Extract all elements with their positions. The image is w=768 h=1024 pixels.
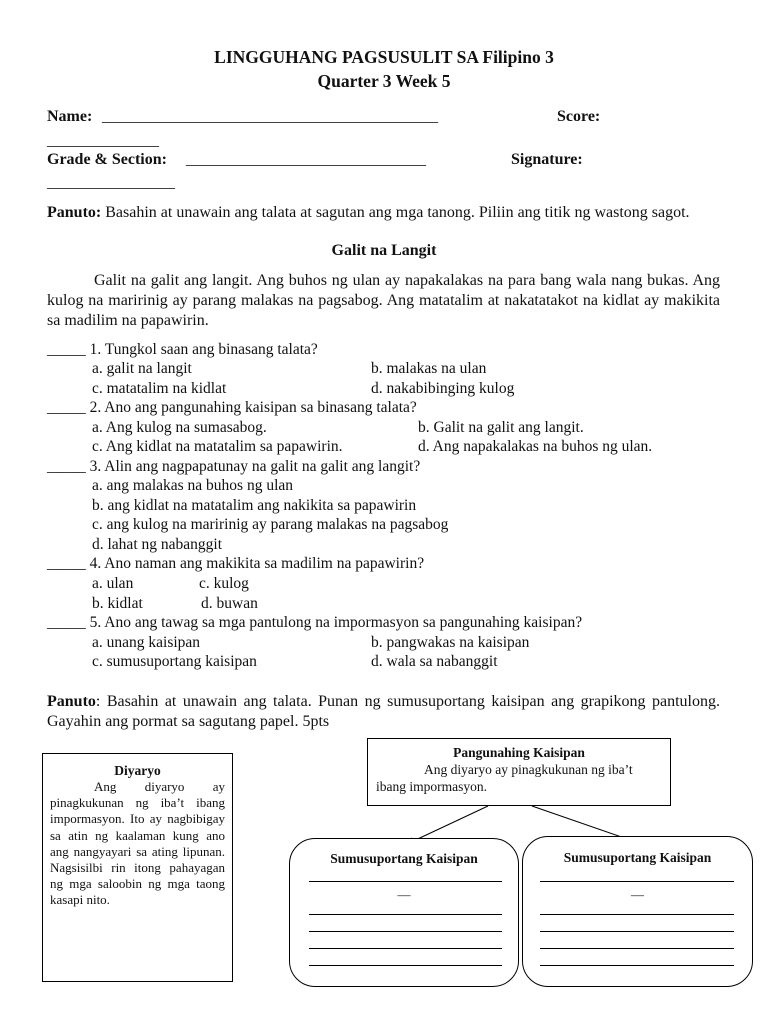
instructions-2-label: Panuto bbox=[47, 693, 96, 710]
q1-option-a[interactable]: a. galit na langit bbox=[92, 360, 192, 377]
supporting-idea-box-left bbox=[289, 838, 519, 987]
answer-line-dash: — bbox=[631, 887, 644, 902]
question-5: _____ 5. Ano ang tawag sa mga pantulong na impormasyon sa pangunahing kaisipan? bbox=[47, 614, 583, 631]
supporting-idea-box-right bbox=[522, 836, 753, 987]
signature-label: Signature: bbox=[511, 151, 583, 168]
answer-line[interactable] bbox=[540, 965, 734, 966]
q1-option-c[interactable]: c. matatalim na kidlat bbox=[92, 380, 227, 397]
q5-option-a[interactable]: a. unang kaisipan bbox=[92, 634, 201, 651]
instructions-2-text: : Basahin at unawain ang talata. Punan ng sumusuportang kaisipan ang grapikong pantulong. Gayahin ang pormat sa sagutang papel. 5pts bbox=[47, 693, 720, 730]
page-title: LINGGUHANG PAGSUSULIT SA Filipino 3 bbox=[214, 47, 554, 67]
grade-section-line[interactable]: ______________________________ bbox=[186, 151, 426, 168]
q4-option-c[interactable]: c. kulog bbox=[199, 575, 249, 592]
answer-line[interactable] bbox=[540, 881, 734, 882]
q3-option-d[interactable]: d. lahat ng nabanggit bbox=[92, 536, 222, 553]
grade-section-label: Grade & Section: bbox=[47, 151, 167, 168]
signature-line[interactable]: ________________ bbox=[47, 174, 175, 191]
supporting-idea-title-right: Sumusuportang Kaisipan bbox=[563, 850, 712, 865]
q3-option-c[interactable]: c. ang kulog na maririnig ay parang malakas na pagsabog bbox=[92, 516, 449, 533]
q5-option-b[interactable]: b. pangwakas na kaisipan bbox=[371, 634, 530, 651]
question-1: _____ 1. Tungkol saan ang binasang talata? bbox=[47, 341, 318, 358]
supporting-idea-title-left: Sumusuportang Kaisipan bbox=[330, 851, 478, 866]
q5-option-d[interactable]: d. wala sa nabanggit bbox=[371, 653, 498, 670]
q2-option-c[interactable]: c. Ang kidlat na matatalim sa papawirin. bbox=[92, 438, 343, 455]
main-idea-title: Pangunahing Kaisipan bbox=[453, 745, 585, 760]
q3-option-a[interactable]: a. ang malakas na buhos ng ulan bbox=[92, 477, 294, 494]
answer-line[interactable] bbox=[540, 914, 734, 915]
instructions-1-label: Panuto: bbox=[47, 204, 102, 221]
answer-line-dash: — bbox=[397, 887, 411, 902]
q2-option-b[interactable]: b. Galit na galit ang langit. bbox=[418, 419, 584, 436]
instructions-1-text: Basahin at unawain ang talata at sagutan ang mga tanong. Piliin ang titik ng wastong sagot. bbox=[101, 204, 690, 221]
main-idea-text: Ang diyaryo ay pinagkukunan ng iba’t ibang impormasyon. bbox=[376, 762, 633, 794]
name-label: Name: bbox=[47, 108, 93, 125]
diyaryo-text: Ang diyaryo ay pinagkukunan ng iba’t ibang impormasyon. Ito ay nagbibigay sa atin ng kaalaman kung ano ang nangyayari sa ating lipunan. Nagsisilbi rin itong pahayagan ng mga saloobin ng mga taong kasapi nito. bbox=[50, 779, 225, 908]
answer-line[interactable] bbox=[309, 965, 502, 966]
main-idea-box bbox=[367, 738, 671, 806]
answer-line[interactable] bbox=[540, 931, 734, 932]
question-2: _____ 2. Ano ang pangunahing kaisipan sa binasang talata? bbox=[47, 399, 417, 416]
name-line[interactable]: __________________________________________ bbox=[102, 108, 438, 125]
q5-option-c[interactable]: c. sumusuportang kaisipan bbox=[92, 653, 257, 670]
question-3: _____ 3. Alin ang nagpapatunay na galit na galit ang langit? bbox=[47, 458, 421, 475]
answer-line[interactable] bbox=[309, 948, 502, 949]
q2-option-a[interactable]: a. Ang kulog na sumasabog. bbox=[92, 419, 267, 436]
q2-option-d[interactable]: d. Ang napakalakas na buhos ng ulan. bbox=[418, 438, 653, 455]
answer-line[interactable] bbox=[309, 914, 502, 915]
q4-option-d[interactable]: d. buwan bbox=[201, 595, 258, 612]
q4-option-a[interactable]: a. ulan bbox=[92, 575, 134, 592]
q3-option-b[interactable]: b. ang kidlat na matatalim ang nakikita sa papawirin bbox=[92, 497, 417, 514]
q4-option-b[interactable]: b. kidlat bbox=[92, 595, 143, 612]
page-subtitle: Quarter 3 Week 5 bbox=[317, 71, 451, 91]
answer-line[interactable] bbox=[309, 881, 502, 882]
question-4: _____ 4. Ano naman ang makikita sa madilim na papawirin? bbox=[47, 555, 425, 572]
score-line[interactable]: ______________ bbox=[47, 132, 159, 149]
diyaryo-title: Diyaryo bbox=[114, 763, 161, 778]
story-paragraph: Galit na galit ang langit. Ang buhos ng ulan ay napakalakas na para bang wala nang bukas. Ang kulog na maririnig ay parang malakas na pagsabog. Ang matatalim at nakatatakot na kidlat ay makikita sa madilim na papawirin. bbox=[47, 272, 720, 329]
story-title: Galit na Langit bbox=[331, 242, 437, 259]
answer-line[interactable] bbox=[309, 931, 502, 932]
score-label: Score: bbox=[557, 108, 601, 125]
answer-line[interactable] bbox=[540, 948, 734, 949]
q1-option-b[interactable]: b. malakas na ulan bbox=[371, 360, 487, 377]
q1-option-d[interactable]: d. nakabibinging kulog bbox=[371, 380, 515, 397]
